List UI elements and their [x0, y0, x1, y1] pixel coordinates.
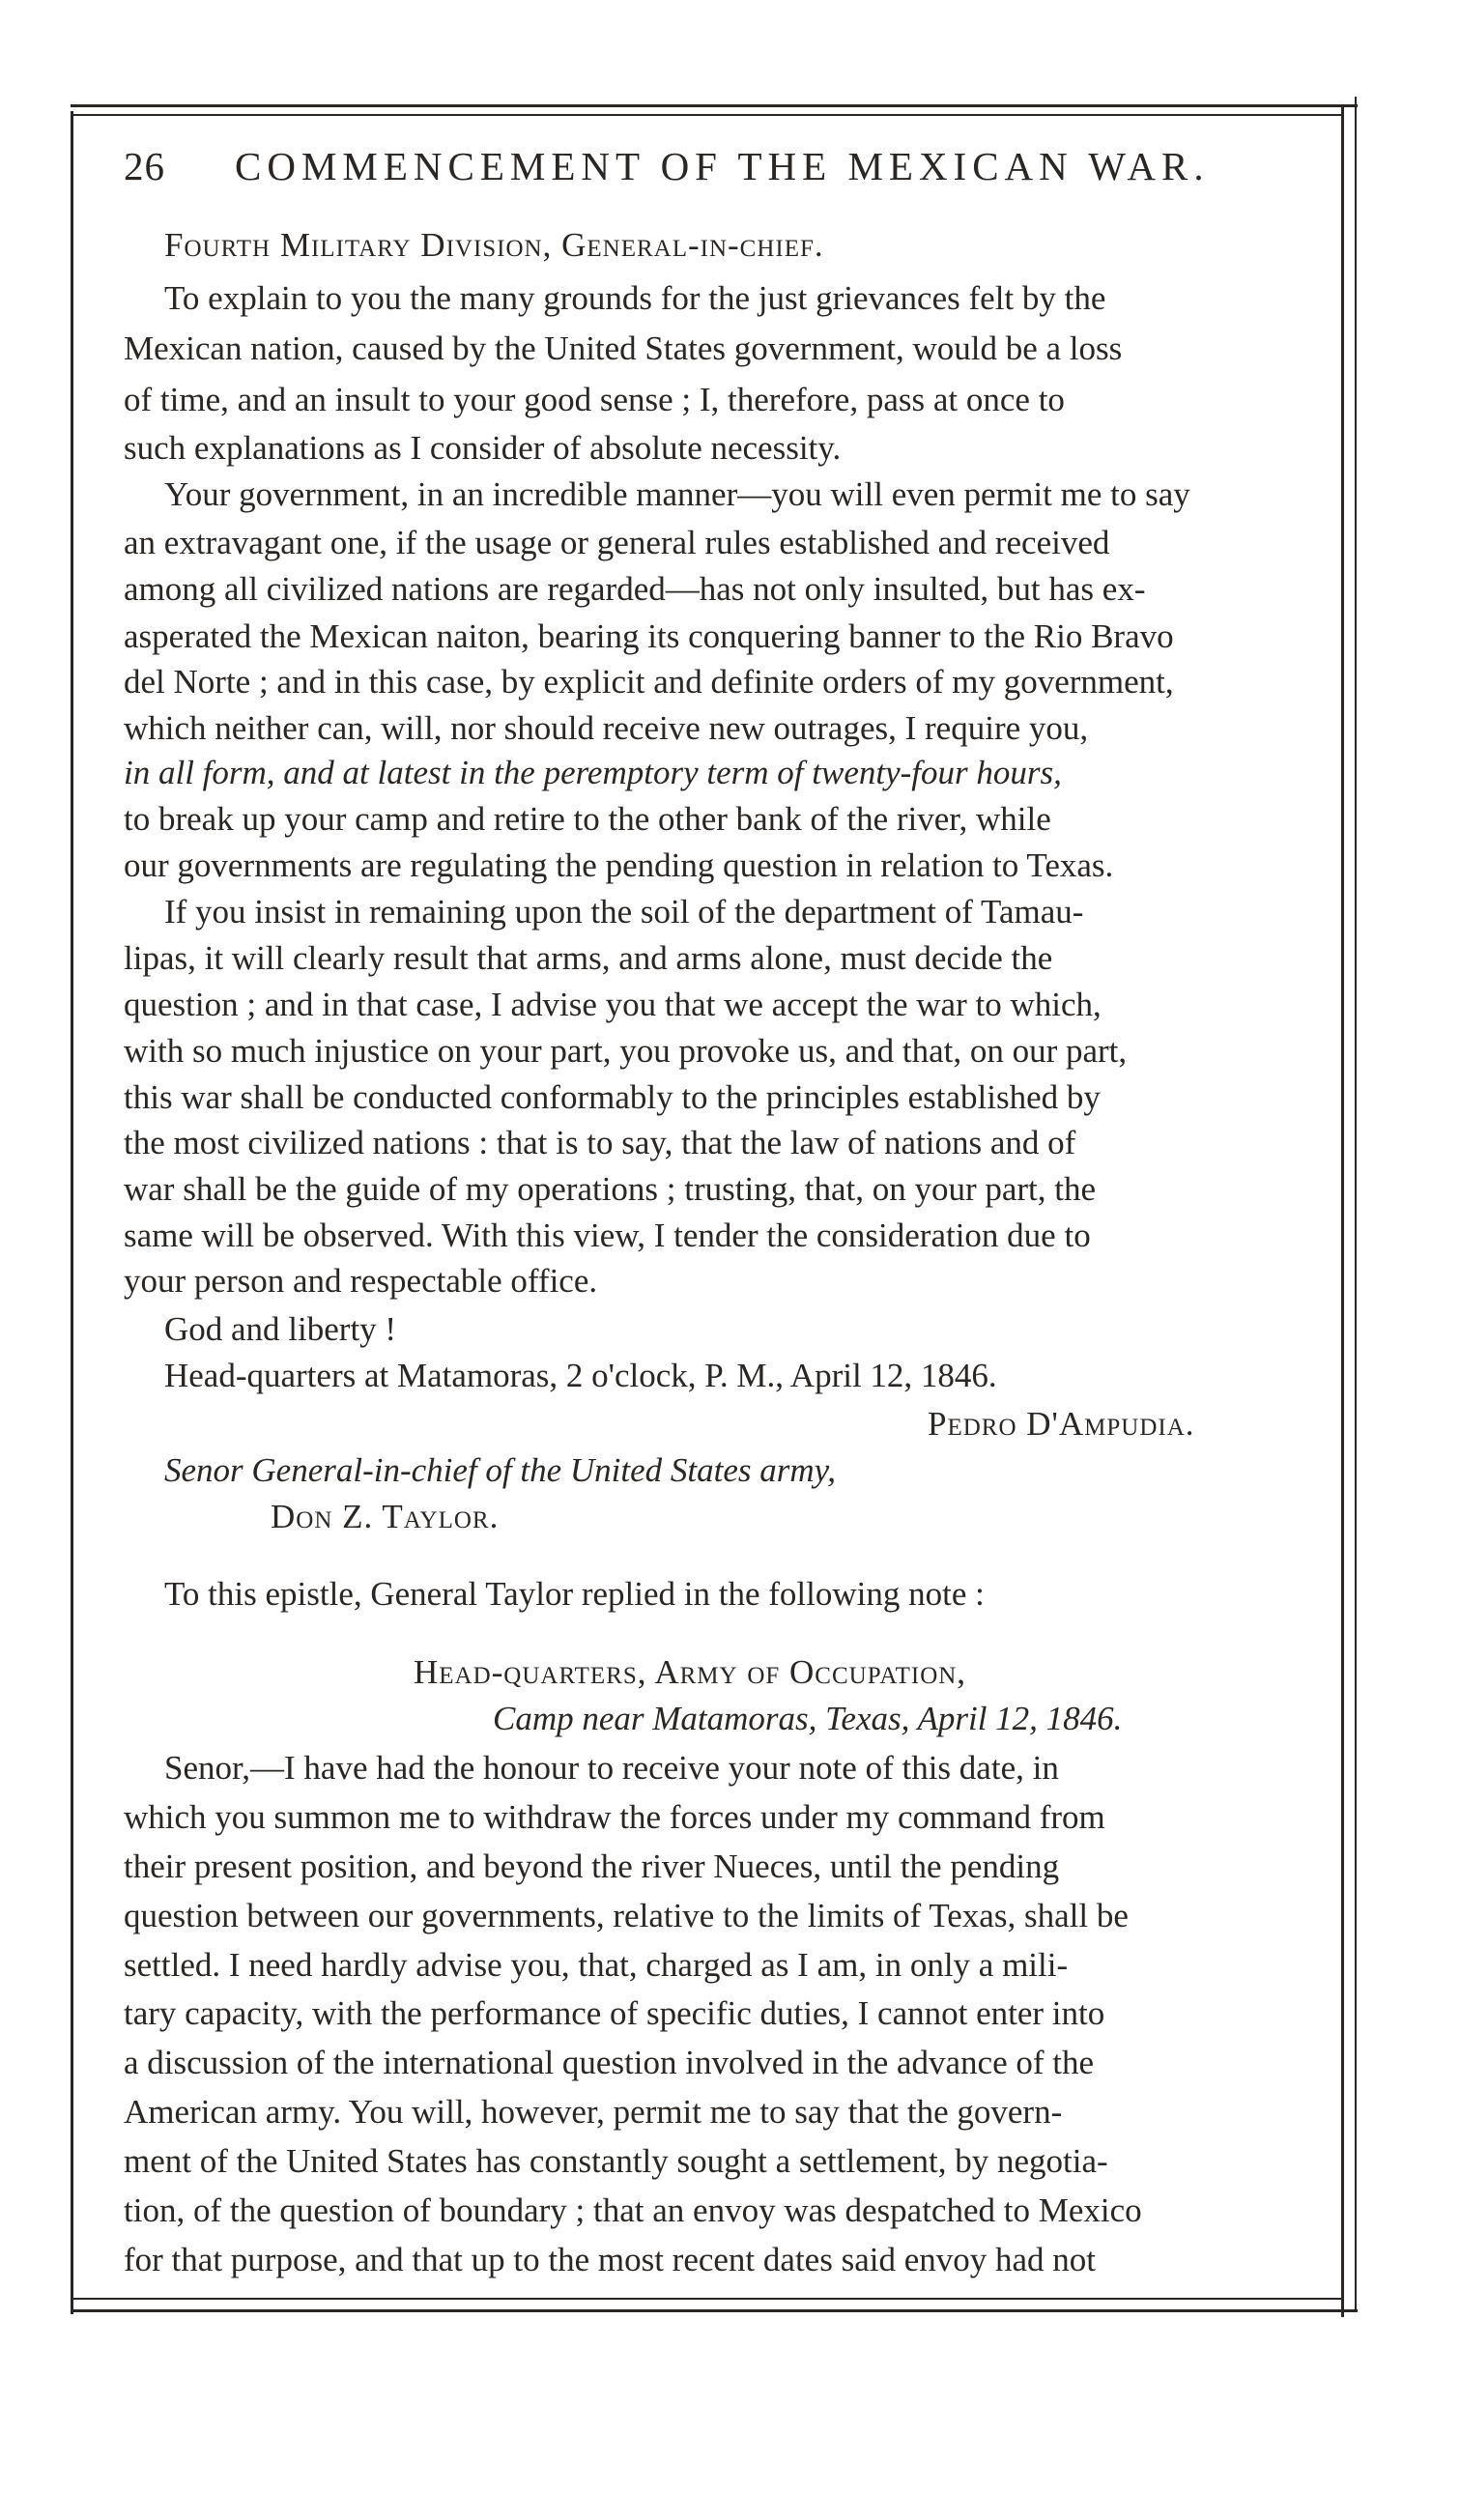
text-line: tion, of the question of boundary ; that an envoy was despatched to Mexico [124, 2191, 1142, 2229]
text-line: Your government, in an incredible manner—you will even permit me to say [164, 475, 1190, 513]
bottom-rule-outer [71, 2309, 1358, 2312]
text-line: which you summon me to withdraw the forces under my command from [124, 1798, 1105, 1836]
text-line: the most civilized nations : that is to say, that the law of nations and of [124, 1124, 1076, 1161]
text-line: question between our governments, relative to the limits of Texas, shall be [124, 1897, 1129, 1934]
bottom-rule-inner [71, 2298, 1344, 2300]
text-line: of time, and an insult to your good sense ; I, therefore, pass at once to [124, 381, 1065, 418]
text-line: to break up your camp and retire to the other bank of the river, while [124, 800, 1051, 838]
text-line: our governments are regulating the pending question in relation to Texas. [124, 846, 1114, 884]
text-line: an extravagant one, if the usage or general rules established and received [124, 524, 1110, 561]
text-line: tary capacity, with the performance of specific duties, I cannot enter into [124, 1994, 1105, 2032]
text-line: American army. You will, however, permit me to say that the govern- [124, 2093, 1063, 2131]
text-line: del Norte ; and in this case, by explicit and definite orders of my government, [124, 663, 1174, 701]
running-title: COMMENCEMENT OF THE MEXICAN WAR. [235, 144, 1210, 188]
text-line: ment of the United States has constantly sought a settlement, by negotia- [124, 2142, 1108, 2180]
text-line: Senor,—I have had the honour to receive your note of this date, in [164, 1749, 1059, 1787]
text-line: lipas, it will clearly result that arms, and arms alone, must decide the [124, 939, 1053, 977]
letter-date: Camp near Matamoras, Texas, April 12, 1846. [493, 1700, 1123, 1737]
text-line: a discussion of the international question involved in the advance of the [124, 2044, 1095, 2081]
text-line: this war shall be conducted conformably to the principles established by [124, 1078, 1101, 1116]
signature-line: Pedro D'Ampudia. [928, 1405, 1195, 1443]
text-line: Mexican nation, caused by the United States government, would be a loss [124, 329, 1123, 367]
text-line: which neither can, will, nor should receive new outrages, I require you, [124, 709, 1089, 747]
text-line: Head-quarters at Matamoras, 2 o'clock, P. M., April 12, 1846. [164, 1357, 997, 1394]
text-line: for that purpose, and that up to the most recent dates said envoy had not [124, 2241, 1096, 2278]
frame-right-border [1341, 104, 1344, 2317]
text-line: Don Z. Taylor. [271, 1498, 500, 1535]
text-line: war shall be the guide of my operations ; trusting, that, on your part, the [124, 1170, 1097, 1208]
text-line: Senor General-in-chief of the United States army, [164, 1451, 836, 1489]
frame-left-border [71, 111, 73, 2314]
text-line: their present position, and beyond the river Nueces, until the pending [124, 1847, 1060, 1885]
text-line: To this epistle, General Taylor replied in the following note : [164, 1575, 985, 1613]
frame-right-outer-border [1355, 97, 1357, 2311]
text-line: If you insist in remaining upon the soil of the department of Tamau- [164, 893, 1084, 931]
text-line: with so much injustice on your part, you provoke us, and that, on our part, [124, 1032, 1128, 1070]
text-line [164, 220, 824, 271]
text-line: asperated the Mexican naiton, bearing its conquering banner to the Rio Bravo [124, 617, 1174, 655]
text-line: among all civilized nations are regarded—has not only insulted, but has ex- [124, 570, 1146, 608]
division-heading: Fourth Military Division, General-in-chief. [164, 226, 824, 264]
text-line: question ; and in that case, I advise you that we accept the war to which, [124, 986, 1102, 1023]
text-line: God and liberty ! [164, 1310, 397, 1348]
text-line: same will be observed. With this view, I tender the consideration due to [124, 1217, 1091, 1254]
text-line: such explanations as I consider of absolute necessity. [124, 429, 842, 467]
text-line: in all form, and at latest in the peremptory term of twenty-four hours, [124, 754, 1062, 791]
running-header [124, 143, 1235, 191]
text-line: your person and respectable office. [124, 1262, 598, 1300]
text-line: To explain to you the many grounds for the just grievances felt by the [164, 279, 1106, 317]
page-number: 26 [124, 144, 165, 188]
text-line: settled. I need hardly advise you, that, charged as I am, in only a mili- [124, 1946, 1069, 1984]
top-rule-inner [71, 114, 1344, 116]
letter-heading: Head-quarters, Army of Occupation, [414, 1653, 967, 1691]
top-rule-outer [71, 104, 1358, 107]
